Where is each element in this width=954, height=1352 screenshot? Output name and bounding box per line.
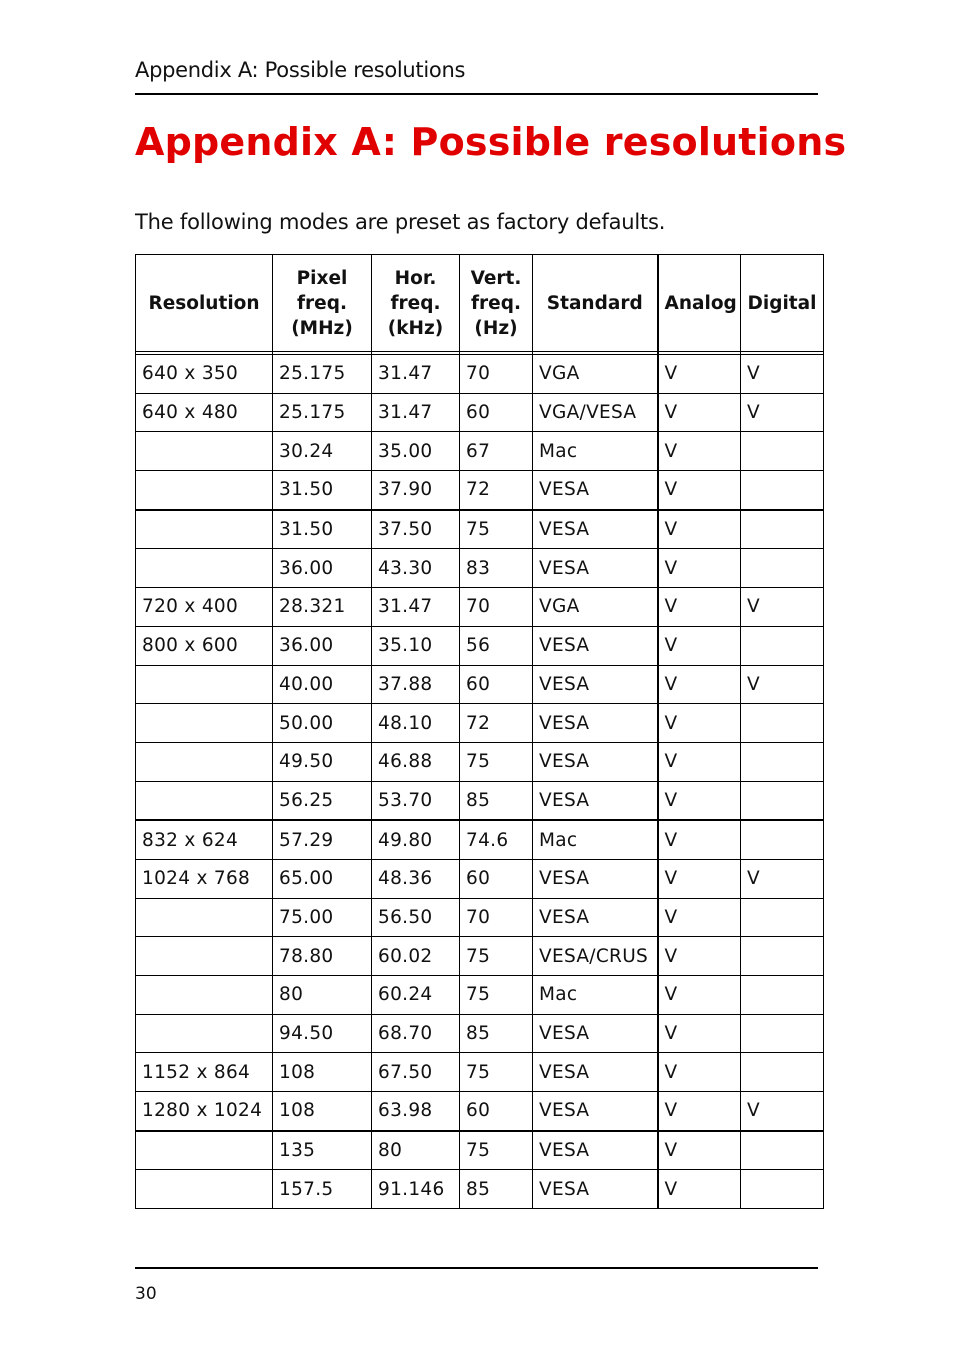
cell-resolution: [136, 665, 273, 704]
cell-hor-freq: 35.10: [372, 626, 460, 665]
cell-vert-freq: 85: [460, 1170, 533, 1209]
table-row: [136, 626, 824, 665]
column-header-line: (MHz): [291, 317, 353, 339]
cell-standard: VESA: [533, 1014, 658, 1053]
cell-resolution: 1280 x 1024: [136, 1092, 273, 1131]
cell-pixel-freq: 80: [273, 976, 372, 1015]
cell-pixel-freq: 25.175: [273, 355, 372, 394]
cell-vert-freq: 75: [460, 742, 533, 781]
cell-pixel-freq: 31.50: [273, 510, 372, 549]
table-row: [136, 1092, 824, 1131]
table-row: [136, 471, 824, 510]
cell-resolution: [136, 976, 273, 1015]
column-header-line: (kHz): [387, 317, 444, 339]
column-header-line: Pixel: [296, 267, 348, 289]
cell-pixel-freq: 25.175: [273, 393, 372, 432]
column-header-hor-freq: [372, 255, 460, 352]
cell-analog: V: [658, 355, 741, 394]
cell-vert-freq: 72: [460, 471, 533, 510]
cell-hor-freq: 37.88: [372, 665, 460, 704]
cell-pixel-freq: 65.00: [273, 859, 372, 898]
cell-resolution: 640 x 350: [136, 355, 273, 394]
cell-hor-freq: 31.47: [372, 393, 460, 432]
cell-resolution: [136, 510, 273, 549]
table-row: [136, 976, 824, 1015]
cell-digital: V: [741, 393, 824, 432]
cell-hor-freq: 60.02: [372, 937, 460, 976]
cell-standard: VESA: [533, 510, 658, 549]
cell-digital: [741, 549, 824, 588]
cell-hor-freq: 63.98: [372, 1092, 460, 1131]
cell-vert-freq: 70: [460, 898, 533, 937]
cell-vert-freq: 70: [460, 355, 533, 394]
cell-vert-freq: 67: [460, 432, 533, 471]
cell-standard: VESA: [533, 1170, 658, 1209]
cell-pixel-freq: 108: [273, 1092, 372, 1131]
table-row: [136, 1014, 824, 1053]
cell-pixel-freq: 28.321: [273, 588, 372, 627]
cell-standard: VESA: [533, 1092, 658, 1131]
cell-digital: [741, 937, 824, 976]
resolution-table: [135, 254, 824, 1209]
page-title: Appendix A: Possible resolutions: [135, 120, 847, 164]
cell-analog: V: [658, 665, 741, 704]
cell-digital: [741, 976, 824, 1015]
cell-vert-freq: 75: [460, 937, 533, 976]
cell-vert-freq: 75: [460, 976, 533, 1015]
cell-analog: V: [658, 1092, 741, 1131]
table-row: [136, 704, 824, 743]
cell-hor-freq: 31.47: [372, 588, 460, 627]
cell-standard: VESA: [533, 898, 658, 937]
cell-resolution: 800 x 600: [136, 626, 273, 665]
column-header-line: Standard: [546, 292, 643, 314]
column-header-line: Vert.: [470, 267, 522, 289]
cell-resolution: [136, 742, 273, 781]
column-header-line: Digital: [747, 292, 817, 314]
column-header-resolution: [136, 255, 273, 352]
cell-digital: [741, 432, 824, 471]
cell-analog: V: [658, 937, 741, 976]
table-row: [136, 549, 824, 588]
cell-resolution: [136, 471, 273, 510]
cell-digital: [741, 626, 824, 665]
table-row: [136, 393, 824, 432]
cell-standard: VESA: [533, 1053, 658, 1092]
cell-hor-freq: 43.30: [372, 549, 460, 588]
cell-resolution: [136, 898, 273, 937]
table-row: [136, 588, 824, 627]
table-row: [136, 820, 824, 859]
cell-resolution: 640 x 480: [136, 393, 273, 432]
cell-digital: [741, 510, 824, 549]
cell-hor-freq: 49.80: [372, 820, 460, 859]
column-header-line: Hor.: [394, 267, 437, 289]
cell-analog: V: [658, 471, 741, 510]
table-row: [136, 937, 824, 976]
cell-vert-freq: 74.6: [460, 820, 533, 859]
table-row: [136, 781, 824, 820]
cell-analog: V: [658, 1014, 741, 1053]
table-row: [136, 1170, 824, 1209]
cell-vert-freq: 83: [460, 549, 533, 588]
cell-digital: V: [741, 665, 824, 704]
cell-standard: VGA: [533, 355, 658, 394]
table-body: [136, 352, 824, 1209]
column-header-vert-freq: [460, 255, 533, 352]
cell-hor-freq: 67.50: [372, 1053, 460, 1092]
cell-pixel-freq: 50.00: [273, 704, 372, 743]
cell-standard: Mac: [533, 820, 658, 859]
cell-pixel-freq: 94.50: [273, 1014, 372, 1053]
cell-vert-freq: 75: [460, 1131, 533, 1170]
cell-pixel-freq: 36.00: [273, 549, 372, 588]
column-header-standard: [533, 255, 658, 352]
cell-digital: [741, 704, 824, 743]
cell-analog: V: [658, 510, 741, 549]
cell-standard: Mac: [533, 432, 658, 471]
cell-vert-freq: 85: [460, 781, 533, 820]
table-row: [136, 859, 824, 898]
cell-hor-freq: 68.70: [372, 1014, 460, 1053]
cell-analog: V: [658, 704, 741, 743]
cell-standard: VESA: [533, 665, 658, 704]
cell-pixel-freq: 49.50: [273, 742, 372, 781]
cell-digital: [741, 820, 824, 859]
cell-standard: VGA/VESA: [533, 393, 658, 432]
cell-vert-freq: 85: [460, 1014, 533, 1053]
cell-digital: [741, 898, 824, 937]
cell-resolution: [136, 704, 273, 743]
cell-analog: V: [658, 976, 741, 1015]
cell-vert-freq: 60: [460, 859, 533, 898]
cell-vert-freq: 75: [460, 1053, 533, 1092]
cell-resolution: 832 x 624: [136, 820, 273, 859]
table-row: [136, 432, 824, 471]
cell-analog: V: [658, 1170, 741, 1209]
cell-analog: V: [658, 898, 741, 937]
cell-pixel-freq: 57.29: [273, 820, 372, 859]
cell-hor-freq: 31.47: [372, 355, 460, 394]
cell-vert-freq: 72: [460, 704, 533, 743]
cell-resolution: 1024 x 768: [136, 859, 273, 898]
cell-vert-freq: 75: [460, 510, 533, 549]
cell-analog: V: [658, 1053, 741, 1092]
cell-vert-freq: 56: [460, 626, 533, 665]
cell-resolution: [136, 432, 273, 471]
cell-standard: VESA/CRUS: [533, 937, 658, 976]
cell-resolution: [136, 1014, 273, 1053]
cell-pixel-freq: 31.50: [273, 471, 372, 510]
cell-hor-freq: 53.70: [372, 781, 460, 820]
table-row: [136, 898, 824, 937]
intro-text: The following modes are preset as factory defaults.: [135, 210, 666, 234]
cell-digital: [741, 781, 824, 820]
cell-standard: VESA: [533, 859, 658, 898]
cell-hor-freq: 37.90: [372, 471, 460, 510]
table-header-row: [136, 255, 824, 352]
cell-vert-freq: 60: [460, 393, 533, 432]
column-header-line: freq.: [471, 292, 521, 314]
cell-hor-freq: 80: [372, 1131, 460, 1170]
cell-standard: VESA: [533, 742, 658, 781]
cell-resolution: [136, 937, 273, 976]
header-rule: [135, 93, 818, 95]
table-row: [136, 1053, 824, 1092]
cell-hor-freq: 48.10: [372, 704, 460, 743]
cell-hor-freq: 91.146: [372, 1170, 460, 1209]
cell-analog: V: [658, 588, 741, 627]
column-header-line: (Hz): [474, 317, 518, 339]
cell-hor-freq: 56.50: [372, 898, 460, 937]
cell-standard: VESA: [533, 471, 658, 510]
cell-digital: [741, 471, 824, 510]
cell-resolution: [136, 549, 273, 588]
cell-resolution: [136, 781, 273, 820]
cell-vert-freq: 60: [460, 1092, 533, 1131]
cell-digital: V: [741, 588, 824, 627]
cell-digital: V: [741, 1092, 824, 1131]
cell-resolution: 1152 x 864: [136, 1053, 273, 1092]
cell-digital: [741, 1014, 824, 1053]
cell-pixel-freq: 78.80: [273, 937, 372, 976]
cell-digital: V: [741, 859, 824, 898]
cell-hor-freq: 46.88: [372, 742, 460, 781]
cell-resolution: 720 x 400: [136, 588, 273, 627]
cell-pixel-freq: 40.00: [273, 665, 372, 704]
cell-pixel-freq: 75.00: [273, 898, 372, 937]
cell-pixel-freq: 157.5: [273, 1170, 372, 1209]
cell-analog: V: [658, 393, 741, 432]
cell-hor-freq: 35.00: [372, 432, 460, 471]
column-header-line: Analog: [664, 292, 737, 314]
cell-digital: [741, 1053, 824, 1092]
cell-standard: VESA: [533, 781, 658, 820]
cell-pixel-freq: 30.24: [273, 432, 372, 471]
page-number: 30: [135, 1284, 157, 1304]
cell-digital: [741, 742, 824, 781]
column-header-digital: [741, 255, 824, 352]
column-header-pixel-freq: [273, 255, 372, 352]
cell-standard: VESA: [533, 704, 658, 743]
cell-analog: V: [658, 432, 741, 471]
cell-hor-freq: 60.24: [372, 976, 460, 1015]
cell-analog: V: [658, 859, 741, 898]
cell-digital: [741, 1131, 824, 1170]
cell-pixel-freq: 56.25: [273, 781, 372, 820]
cell-pixel-freq: 135: [273, 1131, 372, 1170]
cell-standard: VESA: [533, 626, 658, 665]
cell-digital: [741, 1170, 824, 1209]
cell-standard: VESA: [533, 549, 658, 588]
cell-hor-freq: 48.36: [372, 859, 460, 898]
table-row: [136, 742, 824, 781]
cell-hor-freq: 37.50: [372, 510, 460, 549]
cell-pixel-freq: 36.00: [273, 626, 372, 665]
running-header: Appendix A: Possible resolutions: [135, 58, 466, 82]
cell-analog: V: [658, 549, 741, 588]
cell-analog: V: [658, 781, 741, 820]
table-row: [136, 510, 824, 549]
cell-standard: VGA: [533, 588, 658, 627]
cell-standard: VESA: [533, 1131, 658, 1170]
cell-analog: V: [658, 626, 741, 665]
cell-vert-freq: 60: [460, 665, 533, 704]
cell-analog: V: [658, 820, 741, 859]
column-header-analog: [658, 255, 741, 352]
footer-rule: [135, 1267, 818, 1269]
column-header-line: freq.: [297, 292, 347, 314]
cell-standard: Mac: [533, 976, 658, 1015]
cell-resolution: [136, 1131, 273, 1170]
cell-vert-freq: 70: [460, 588, 533, 627]
cell-resolution: [136, 1170, 273, 1209]
table-row: [136, 1131, 824, 1170]
table-row: [136, 665, 824, 704]
table-row: [136, 355, 824, 394]
cell-digital: V: [741, 355, 824, 394]
column-header-line: freq.: [390, 292, 441, 314]
cell-analog: V: [658, 742, 741, 781]
cell-analog: V: [658, 1131, 741, 1170]
cell-pixel-freq: 108: [273, 1053, 372, 1092]
column-header-line: Resolution: [148, 292, 260, 314]
